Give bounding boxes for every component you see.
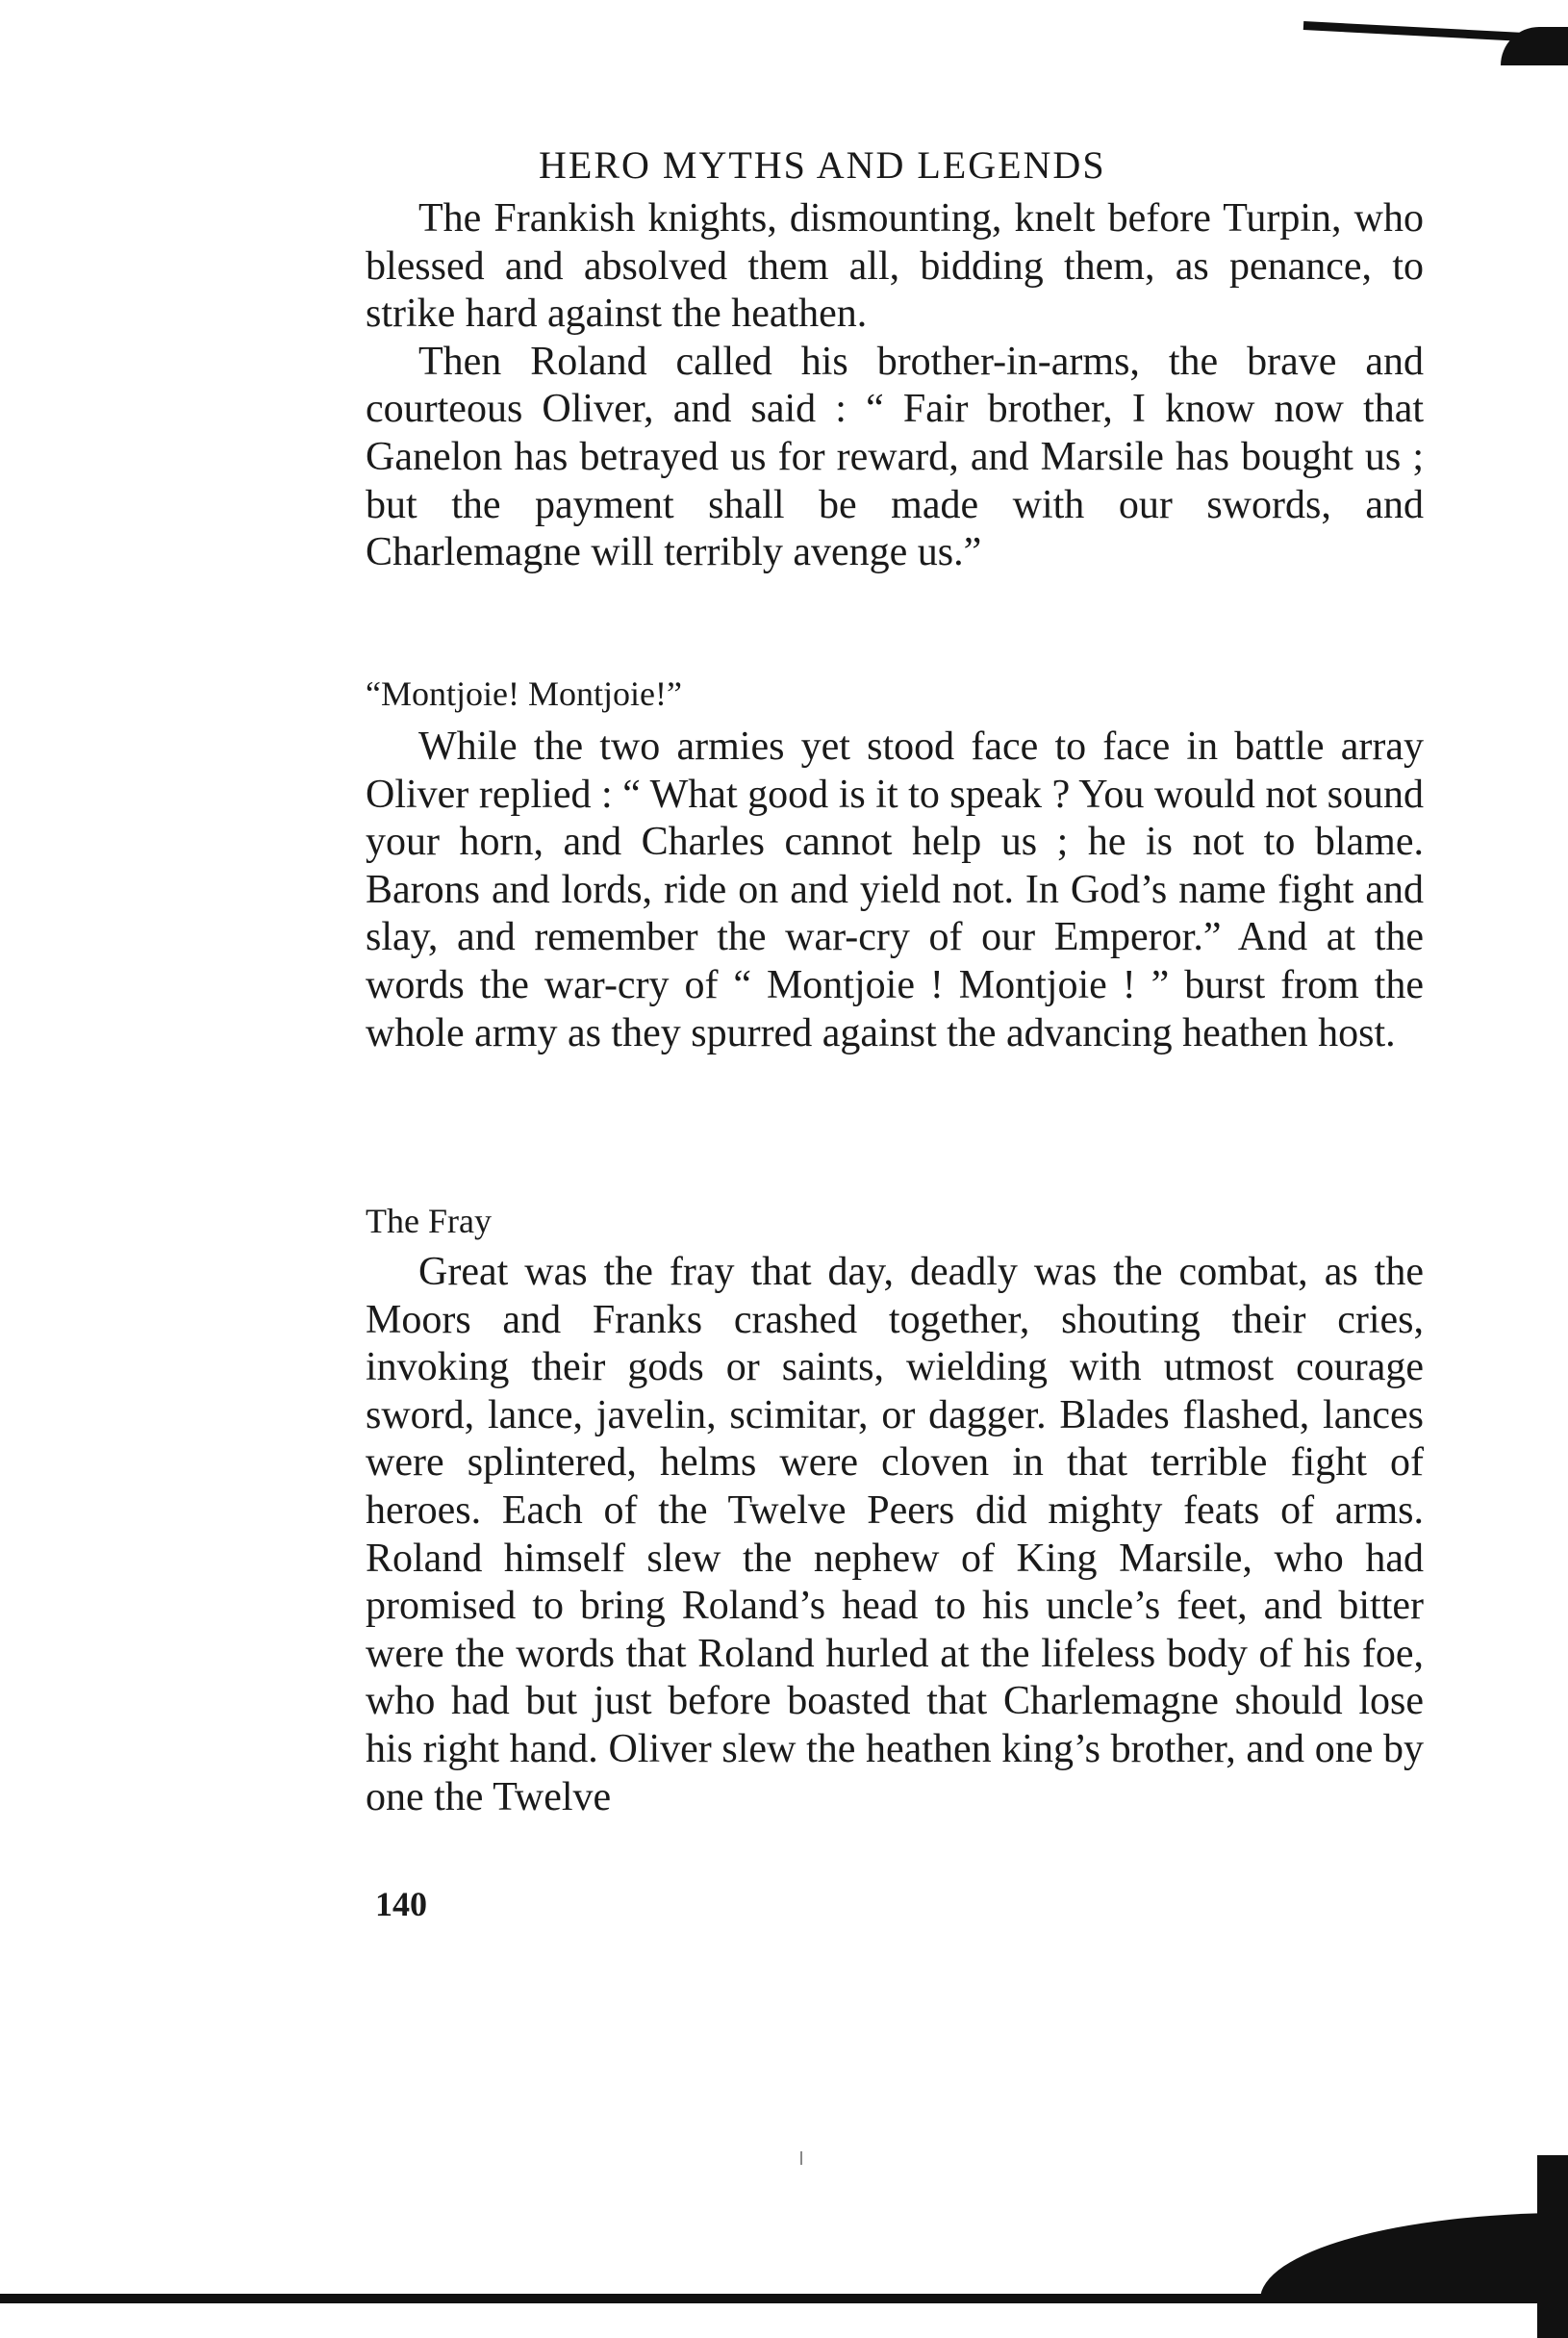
scan-page-curl xyxy=(1260,2213,1568,2300)
paragraph: Then Roland called his brother-in-arms, the brave and courteous Oliver, and said : “ Fair brother, I know now that Ganelon has betrayed us for reward, and Marsile has bought us ; but the payment shall be made with our swords, and Charlemagne will terribly avenge us.” xyxy=(366,339,1424,575)
paragraph: Great was the fray that day, deadly was the combat, as the Moors and Franks crashed together, shouting their cries, invoking their gods or saints, wielding with utmost courage sword, lance, javelin, scimitar, or dagger. Blades flashed, lances were splintered, helms were cloven in that terrible fight of heroes. Each of the Twelve Peers did mighty feats of arms. Roland himself slew the nephew of King Marsile, who had promised to bring Roland’s head to his uncle’s feet, and bitter were the words that Roland hurled at the lifeless body of his foe, who had but just before boasted that Charlemagne should lose his right hand. Oliver slew the heathen king’s brother, and one by one the Twelve xyxy=(366,1250,1424,1819)
section-opening xyxy=(366,195,1424,577)
scan-edge-shadow-right xyxy=(1537,2155,1568,2338)
scan-speck xyxy=(800,2151,802,2165)
running-head: HERO MYTHS AND LEGENDS xyxy=(539,143,1106,187)
scan-edge-shadow-bottom xyxy=(0,2294,1568,2303)
paragraph: While the two armies yet stood face to face in battle array Oliver replied : “ What good is it to speak ? You would not sound your horn, and Charles cannot help us ; he is not to blame. Barons and lords, ride on and yield not. In God’s name fight and slay, and remember the war-cry of our Emperor.” And at the words the war-cry of “ Montjoie ! Montjoie ! ” burst from the whole army as they spurred against the advancing heathen host. xyxy=(366,724,1424,1055)
section-heading-montjoie: “Montjoie! Montjoie!” xyxy=(366,674,682,713)
page-number: 140 xyxy=(375,1885,427,1923)
section-the-fray xyxy=(366,1249,1424,1821)
section-heading-the-fray: The Fray xyxy=(366,1202,492,1240)
paragraph: The Frankish knights, dismounting, knelt before Turpin, who blessed and absolved them all, bidding them, as penance, to strike hard against the heathen. xyxy=(366,196,1424,337)
section-montjoie xyxy=(366,724,1424,1057)
